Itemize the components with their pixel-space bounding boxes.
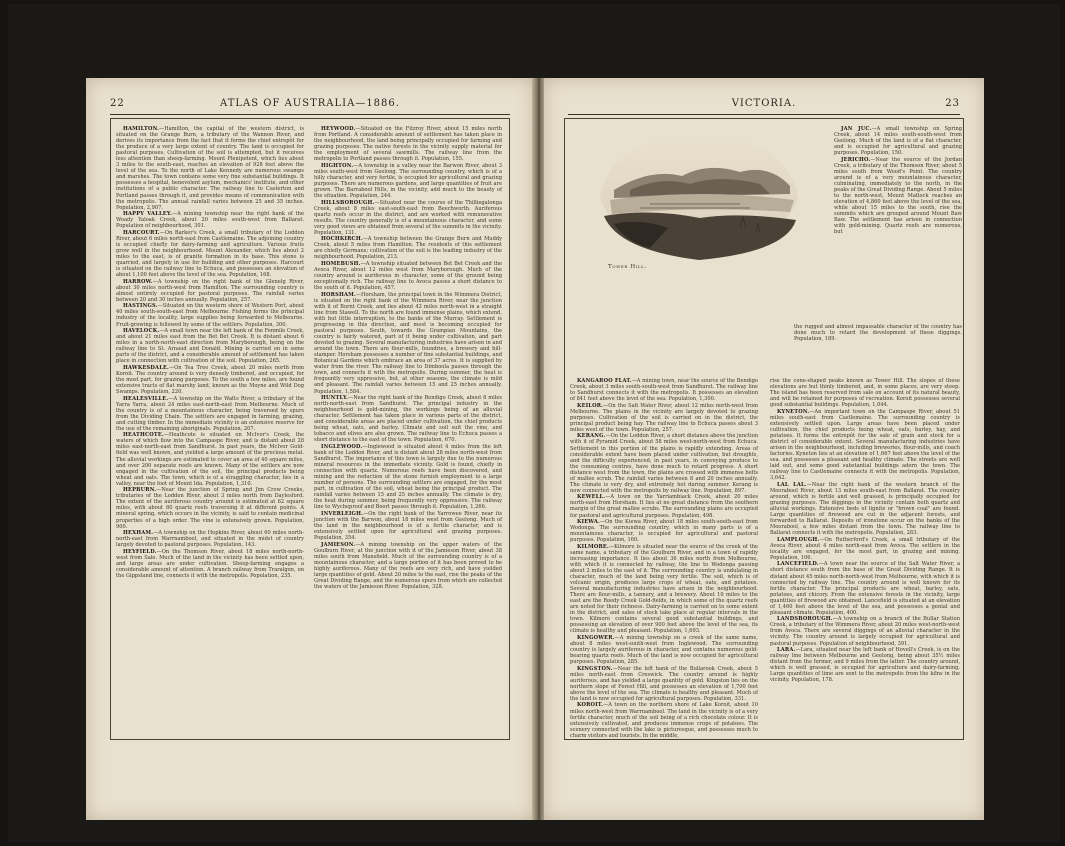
entry-description: —On Barker's Creek, a small tributary of the Loddon River, about 6 miles north-east from Castlemaine. The adjoining country is occupied chiefly for dairy-farming and agriculture. Various fruits grow well in the neighbourhood. Mount Alexander, which lies about 2 miles to the east, is of granite formation in its base. This stone is quarried, and largely in use for building and other purposes. Harcourt is situated on the railway line to Echuca, and possesses an elevation of about 1,100 feet above the level of the sea. Population, 168. — [116, 229, 304, 279]
entry-place-name: KYNETON. — [777, 408, 810, 415]
left-page-number: 22 — [110, 98, 125, 109]
tower-hill-engraving — [590, 128, 808, 268]
entry-description: —A mining township on a creek of the same name, about 8 miles west-south-west from Inglewood. The surrounding country is largely auriferous in character, and contains numerous gold-bearing quartz reefs. Much of the land is now occupied for agricultural purposes. Population, 285. — [570, 634, 758, 666]
entry-description: —A township situated between Bet Bet Creek and the Avoca River, about 12 miles west from Maryborough. Much of the country around is auriferous in character, some of the ground being exceptionally rich. The railway line to Avoca passes a short distance to the south of it. Population, 457. — [314, 261, 502, 292]
gazetteer-entry — [770, 537, 960, 561]
entry-description: —On the Thomson River, about 18 miles north-north-west from Sale. Much of the land in the vicinity has been settled upon, and large areas are under cultivation. Sheep-farming engages a considerable amount of attention. A branch railway from Traralgon, on the Gippsland line, connects it with the metropolis. Population, 235. — [116, 548, 304, 579]
gazetteer-entry — [314, 511, 502, 541]
entry-place-name: HILLSBOROUGH. — [321, 199, 375, 206]
gazetteer-entry — [116, 328, 304, 364]
gazetteer-entry — [314, 292, 502, 395]
gazetteer-entry — [770, 409, 960, 482]
wrap-continuation-text: the rugged and almost impassable character of the country has done much to retard the development of these diggings. Population, 189. — [794, 324, 962, 343]
gazetteer-entry — [770, 561, 960, 615]
entry-description: —Inglewood is situated about 4 miles from the left bank of the Loddon River, and is distant about 28 miles north-west from Sandhurst. The importance of this town is largely due to the numerous mineral resources in the immediate vicinity. Gold is found, chiefly in connection with quartz. Numerous reefs have been discovered, and mining and the reduction of the stone furnish employment to a large number of persons. The surrounding settlers are engaged, for the most part, in cultivation of the soil, wheat being the principal product. The rainfall varies between 15 and 25 inches annually. The climate is dry, the heat during summer, being frequently very oppressive. The railway line to Wycheproof and Boort passes through it. Population, 1,266. — [314, 443, 502, 511]
entry-description: —A small township on Spring Creek, about 14 miles south-south-west from Geelong. Much of the land is of a flat character, and is occupied for agricultural and grazing purposes. Population, 150. — [834, 126, 963, 157]
entry-description: —On the Loddon River, a short distance above the junction with it of Pyramid Creek, about 58 miles west-north-west from Echuca. Settlement in this portion of the plains is rapidly extending. Areas of considerable extent have been placed under cultivation, but droughts, and the difficulty experienced, in past years, in conveying produce to the consuming centres, have done much to retard progress. A short distance west from the town, the plains are crossed with immense belts of mallee scrub. The rainfall varies between 8 and 20 inches annually. The climate is very dry, and extremely hot during summer. Kerang is now connected with the metropolis by railway line. Population, 897. — [570, 433, 758, 494]
entry-place-name: HAVELOCK. — [123, 328, 160, 335]
gazetteer-entry — [314, 236, 502, 260]
entry-place-name: KEILOR. — [577, 402, 604, 409]
gazetteer-entry — [770, 616, 960, 646]
entry-description: —On Tea Tree Creek, about 20 miles north from Koroit. The country around is very densely timbered, and occupied, for the most part, for grazing purposes. To the south a few miles, are found extensive tracts of flat marshy land, known as the Moyne and Wild Dog Swamps. Population, 220. — [116, 364, 304, 396]
entry-description: —Kilmore is situated near the source of the creek of the same name, a tributary of the Goulburn River, and in a town of rapidly increasing importance. It lies about 36 miles north from Melbourne, with which it is connected by railway, the line to Wodonga passing about 2 miles to the east of it. The surrounding country is undulating in character, much of the land being very fertile. The soil, which is of volcanic origin, produces large crops of wheat, oats, and potatoes. Several manufacturing industries have arisen in the neighbourhood. There are flour-mills, a tannery, and a brewery. About 10 miles to the east are the Reedy Creek Gold-fields, in which some of the quartz reefs are noted for their richness. Dairy-farming is carried on to some extent in the district, and sales of stock take place at regular intervals in the town. Kilmore contains several good substantial buildings, and possessing an elevation of over 900 feet above the level of the sea, its climate is healthy and pleasant. Population, 1,693. — [570, 543, 758, 635]
gazetteer-entry — [116, 549, 304, 579]
entry-description: —A mining town, near the source of the Bendigo Creek, about 3 miles south-south-west from Sandhurst. The railway line to Sandhurst connects it with the metropolis. It possesses an elevation of 841 feet above the level of the sea. Population, 1,300. — [570, 378, 759, 403]
entry-place-name: KILMORE. — [577, 543, 609, 550]
gazetteer-entry — [314, 395, 502, 443]
gazetteer-entry — [116, 365, 304, 395]
entry-place-name: HOMEBUSH. — [321, 261, 361, 268]
gazetteer-entry — [116, 487, 304, 529]
entry-description: —A town on the Yarriambiack Creek, about 20 miles north-east from Horsham. It lies at no great distance from the southern margin of the great mallee scrubs. The surrounding plains are occupied for pastoral and agricultural purposes. Population, 498. — [570, 494, 758, 519]
gazetteer-entry — [570, 702, 758, 738]
entry-description: —Lara, situated near the left bank of Hovell's Creek, is on the railway line between Melbourne and Geelong, being about 35½ miles distant from the former, and 9 miles from the latter. The country around, which is well grassed, is occupied for agriculture and dairy-farming. Large quantities of lime are sent to the metropolis from the kilns in the vicinity. Population, 178. — [770, 647, 960, 684]
gazetteer-entry — [116, 303, 304, 327]
entry-place-name: LAL LAL. — [777, 481, 807, 488]
gazetteer-entry — [116, 230, 304, 278]
entry-description: —A mining township on the upper waters of the Goulburn River, at the junction with it of the Jamieson River, about 38 miles south from Mansfield. Much of the surrounding country is of a mountainous character, and a large portion of it has been proved to be highly auriferous. Many of the reefs are very rich, and have yielded large quantities of gold. About 20 miles to the east, rise the peaks of the Great Dividing Range, and the numerous spurs from which are collected the waters of the Jamieson River. Population, 328. — [314, 541, 503, 591]
entry-place-name: KOROIT. — [577, 702, 604, 709]
gazetteer-entry — [570, 519, 758, 543]
gazetteer-entry — [570, 666, 758, 702]
entry-place-name: HARCOURT. — [123, 229, 160, 236]
entry-description: —On the Salt Water River, about 12 miles north-west from Melbourne. The plains in the vicinity are largely devoted to grazing purposes. Cultivation of the soil is carried on in the district, the principal product being hay. The railway line to Echuca passes about 3 miles west of the town. Population, 257. — [570, 402, 758, 433]
left-page — [86, 78, 534, 820]
entry-description: —Near the source of the Jordan Creek, a tributary of the Thomson River, about 5 miles south from Wood's Point. The country around is of a very mountainous character, culminating, immediately to the north, in the peaks of the Great Dividing Range. About 5 miles to the north-west, Mount Matlock reaches an elevation of 4,860 feet above the level of the sea, while about 15 miles to the south, rise the summits which are grouped around Mount Baw Baw. The settlement has arisen in connection with gold-mining. Quartz reefs are numerous, but — [834, 156, 962, 236]
entry-description: —Heathcote is situated on McIvor's Creek, the waters of which flow into the Campaspe River, and is distant about 28 miles east-north-east from Sandhurst. In past years, the McIvor Gold-field was well known, and yielded a large amount of the precious metal. The alluvial workings are estimated to cover an area of 40 square miles, and over 200 separate reefs are known. Many of the settlers are now engaged in the cultivation of the soil, the principal products being wheat and oats. The town, which is of a straggling character, lies in a valley, near the foot of Mount Ida. Population, 1,310. — [116, 432, 304, 487]
right-header-rule — [568, 114, 960, 115]
entry-place-name: KIEWA. — [577, 519, 601, 526]
entry-place-name: HASTINGS. — [123, 303, 158, 310]
entry-place-name: JAN JUC. — [841, 126, 872, 132]
entry-place-name: LAMPLOUGH. — [777, 536, 820, 543]
entry-description: —A town near the source of the Salt Water River, a short distance south from the base of the Great Dividing Range. It is distant about 45 miles north-north-west from Melbourne, with which it is connected by railway line. The country around is well known for its fertile character. The principal products are wheat, barley, oats, potatoes, and chicory. From the extensive forests in the vicinity, large quantities of firewood are obtained. Lancefield is situated at an elevation of 1,460 feet above the level of the sea, and possesses a genial and pleasant climate. Population, 400. — [770, 561, 960, 616]
entry-description: rise the cone-shaped peaks known as Tower Hill. The slopes of these elevations are but thinly timbered, and, in some places, are very steep. The island has been reserved from sale on account of its natural beauty, and will be retained for purposes of recreation. Koroit possesses several good substantial buildings. Population, 1,044. — [770, 378, 960, 409]
gazetteer-entry — [570, 378, 758, 402]
gazetteer-entry — [116, 126, 304, 211]
entry-description: —Near the junction of Spring and Jim Crow Creeks, tributaries of the Loddon River, about 3 miles north from Daylesford. The extent of the auriferous country around is estimated at 62 square miles, with about 80 quartz reefs traversing it at different points. A mineral spring, which occurs in the vicinity, is said to contain medicinal properties of a high order. The vine is extensively grown. Population, 900. — [116, 487, 304, 530]
entry-place-name: HEALESVILLE. — [123, 395, 169, 402]
entry-place-name: JERICHO. — [841, 156, 871, 163]
entry-description: —On the right bank of the Yarrowee River, near its junction with the Barwon, about 18 miles west from Geelong. Much of the land in the neighbourhood is of a fertile character, and is extensively settled upon for agricultural and grazing purposes. Population, 354. — [314, 510, 502, 542]
right-wrap-column — [834, 126, 962, 322]
gazetteer-entry — [116, 279, 304, 303]
entry-description: —A small town near the left bank of the Fenmile Creek, and about 21 miles east from the Bet Bet Creek. It is distant about 6 miles in a north-north-east direction from Maryborough, being on the railway line to St. Arnaud and Donald. Mining is carried on in some parts of the district, and a considerable amount of settlement has taken place in connection with cultivation of the soil. Population, 265. — [116, 328, 304, 365]
right-column-2 — [770, 378, 960, 732]
gazetteer-entry — [570, 544, 758, 635]
entry-place-name: HEYFIELD. — [123, 548, 157, 555]
entry-place-name: INGLEWOOD. — [321, 443, 363, 450]
right-page-number: 23 — [945, 98, 960, 109]
gazetteer-entry — [116, 530, 304, 548]
gazetteer-entry — [770, 647, 960, 683]
left-column-1 — [116, 126, 304, 732]
entry-place-name: HEXHAM. — [123, 530, 154, 537]
entry-place-name: LANCEFIELD. — [777, 561, 819, 568]
gazetteer-entry — [834, 126, 962, 156]
gazetteer-entry — [570, 403, 758, 433]
gazetteer-entry — [314, 542, 502, 590]
left-running-head: ATLAS OF AUSTRALIA—1886. — [220, 98, 400, 109]
gazetteer-entry — [834, 157, 962, 236]
entry-place-name: HEPBURN. — [123, 487, 157, 494]
gazetteer-entry — [314, 163, 502, 199]
right-running-head: VICTORIA. — [731, 98, 797, 109]
entry-place-name: KEWELL. — [577, 494, 606, 501]
gazetteer-entry — [116, 211, 304, 229]
entry-place-name: HEATHCOTE. — [123, 432, 164, 439]
right-column-1 — [570, 378, 759, 739]
gazetteer-entry — [570, 433, 758, 493]
entry-place-name: HAPPY VALLEY. — [123, 211, 173, 218]
gazetteer-entry — [570, 635, 758, 665]
entry-place-name: HOCHKIRCH. — [321, 236, 363, 243]
entry-description: —A township on the right bank of the Glenelg River, about 30 miles north-west from Hamilton. The surrounding country is almost entirely occupied for pastoral purposes. The rainfall varies between 20 and 30 inches annually. Population, 257. — [116, 278, 304, 303]
entry-description: —Situated on the western shore of Western Port, about 40 miles south-south-east from Melbourne. Fishing forms the principal industry of the locality, large supplies being forwarded to Melbourne. Fruit-growing is followed by some of the settlers. Population, 300. — [116, 303, 304, 328]
entry-description: —Near the right bank of the western branch of the Moorabool River, about 13 miles south-east from Ballarat. The country around, which is fertile and well grassed, is principally occupied for grazing purposes. The diggings in the vicinity contain both quartz and alluvial workings. Extensive beds of lignite or "brown coal" are found. Large quantities of firewood are cut in the adjacent forests, and forwarded to Ballarat. Deposits of ironstone occur on the banks of the Moorabool, a few miles distant from the town. The railway line to Ballarat connects it with the metropolis. Population, 283. — [770, 481, 960, 537]
gazetteer-entry — [770, 378, 960, 408]
entry-place-name: KANGAROO FLAT. — [577, 378, 632, 384]
entry-place-name: KINGSTON. — [577, 665, 613, 672]
entry-description: —Hamilton, the capital of the western district, is situated on the Grange Burn, a tributary of the Wannon River, and derives its importance from the fact that it forms the chief entrepôt for the produce of a very large extent of country. The land is occupied for pastoral purposes. Cultivation of the soil is attempted, but it receives less attention than sheep-farming. Mount Plenipotent, which lies about 3 miles to the south-east, reaches an elevation of 928 feet above the level of the sea. To the north of Lake Kennedy are numerous swamps and marshes. The town contains some very fine substantial buildings. It possesses a hospital, benevolent asylum, mechanics' institute, and other institutions of a public character. The railway line to Casterton and Portland passes through it, and provides means of communication with the metropolis. The annual rainfall varies between 25 and 35 inches. Population, 2,907. — [116, 126, 304, 211]
entry-description: —Near the left bank of the Bullarook Creek, about 5 miles north-east from Creswick. The country around is highly auriferous, and has yielded a large quantity of gold. Kingston lies on the northern slope of Forest Hill, and possesses an elevation of 1,700 feet above the level of the sea. The climate is healthy and pleasant. Much of the land is now occupied for agricultural purposes. Population, 331. — [570, 665, 758, 702]
left-header-rule — [110, 114, 510, 115]
entry-place-name: HUNTLY. — [321, 395, 349, 402]
entry-place-name: LARA. — [777, 647, 796, 654]
gazetteer-entry — [314, 200, 502, 236]
entry-place-name: JAMIESON. — [321, 541, 356, 548]
entry-description: —A township on a branch of the Bullar Station Creek, a tributary of the Wimmera River, about 20 miles west-north-west from Avoca. There are several diggings of an alluvial character in the vicinity. The country around is largely occupied for agricultural and pastoral purposes. Population of neighbourhood, 391. — [770, 616, 960, 647]
entry-description: —Horsham, the principal town in the Wimmera District, is situated on the right bank of the Wimmera River, near the junction with it of Burnt Creek, and lies about 42 miles north-west in a straight line from Stawell. To the north are found immense plains, which extend, with but little interruption, to the banks of the Murray. Settlement is progressing in this direction, and most is becoming occupied for pastoral purposes. South, towards the Grampian Mountains, the country is fairly watered, part of it being under cultivation, and part devoted to grazing. Several manufacturing industries have arisen in and around the town. There are flour-mills, foundries, a brewery and bill-stamper. Horsham possesses a number of fine substantial buildings, and Botanical Gardens which embrace an area of 37 acres. It is supplied by water from the river. The railway line to Dimboola passes through the town, and connects it with the metropolis. During summer, the heat is frequently very oppressive, but, at other seasons, the climate is mild and pleasant. The rainfall varies between 15 and 25 inches annually. Population, 1,584. — [314, 291, 502, 395]
gazetteer-entry — [570, 494, 758, 518]
entry-description: —An important town on the Campaspe River, about 51 miles south-east from Castlemaine. The surrounding country is extensively settled upon. Large areas have been placed under cultivation, the chief products being wheat, oats, barley, hay, and potatoes. It forms the entrepôt for the sale of grain and stock for a district of considerable extent. Several manufacturing industries have arisen in the neighbourhood, including breweries, flour-mills, and coach factories. Kyneton lies at an elevation of 1,667 feet above the level of the sea, and possesses a pleasant and healthy climate. The streets are well laid out, and some good substantial buildings adorn the town. The railway line to Castlemaine connects it with the metropolis. Population, 3,642. — [770, 408, 960, 482]
entry-description: —On Rutherford's Creek, a small tributary of the Avoca River, about 4 miles north-east from Avoca. The settlers in the locality are engaged, for the most part, in grazing and mining. Population, 106. — [770, 536, 960, 561]
right-wrap-continuation — [794, 324, 962, 378]
illustration-caption: Tower Hill. — [608, 264, 647, 270]
entry-place-name: HAWKESDALE. — [123, 364, 170, 371]
gazetteer-entry — [314, 444, 502, 511]
entry-description: —A township on the Watts River, a tributary of the Yarra Yarra, about 24 miles east-north-east from Melbourne. Much of the country is of a mountainous character, being traversed by spurs from the Dividing Chain. The settlers are engaged in farming, grazing, and cutting timber. In the immediate vicinity is an extensive reserve for the use of the remaining aboriginals. Population, 207. — [116, 395, 304, 432]
gazetteer-entry — [314, 126, 502, 162]
entry-description: —On the Kiewa River, about 18 miles south-south-east from Wodonga. The surrounding country, which in many parts is of a mountainous character, is occupied for agricultural and pastoral purposes. Population, 160. — [570, 519, 758, 544]
right-page-header — [568, 98, 960, 112]
entry-description: —A town on the northern shore of Lake Koroit, about 10 miles north-west from Warrnambool. The land in the vicinity is of a very fertile character, much of the soil being of a rich chocolate colour. It is extensively cultivated, and produces immense crops of potatoes. The scenery connected with the lake is picturesque, and possesses much to charm visitors and tourists. In the middle, — [570, 702, 758, 739]
entry-place-name: HIGHTON. — [321, 162, 354, 169]
gazetteer-entry — [116, 432, 304, 486]
gazetteer-entry — [770, 482, 960, 536]
gazetteer-entry — [116, 396, 304, 432]
left-page-header — [110, 98, 510, 112]
entry-place-name: KINGOWER. — [577, 634, 615, 641]
entry-place-name: HAMILTON. — [123, 126, 160, 132]
entry-description: —Situated on the Fitzroy River, about 15 miles north from Portland. A considerable amount of settlement has taken place in the neighbourhood, the land being principally occupied for farming and grazing purposes. The native forests in the vicinity supply material for the employment of several sawmills. The railway line from the metropolis to Portland passes through it. Population, 155. — [314, 126, 502, 163]
entry-place-name: LANDSBOROUGH. — [777, 616, 833, 623]
right-page — [544, 78, 984, 820]
entry-place-name: HORSHAM. — [321, 291, 356, 298]
entry-place-name: HEYWOOD. — [321, 126, 356, 132]
gazetteer-entry — [314, 261, 502, 291]
entry-place-name: KERANG. — [577, 433, 606, 440]
entry-description: —A township on the Hopkins River, about 60 miles north-north-east from Warrnambool, and situated in the midst of country largely devoted to pastoral purposes. Population, 143. — [116, 530, 304, 549]
entry-description: —Situated near the course of the Thilliegalonga Creek, about 8 miles east-south-east from Beechworth. Auriferous quartz reefs occur in the district, and are worked with remunerative results. The country generally is of a mountainous character, and some very good views are obtained from several of the summits in the vicinity. Population, 131. — [314, 199, 502, 236]
entry-description: —A township between the Grange Burn and Muddy Creek, about 5 miles from Hamilton. The residents of this settlement are chiefly Germans; cultivation of the soil is the leading industry of the neighbourhood. Population, 213. — [314, 236, 502, 261]
entry-description: —A township in a valley near the Barwon River, about 3 miles south-west from Geelong. The surrounding country, which is of a hilly character, and very fertile, is occupied for agricultural and grazing purposes. There are numerous gardens, and large quantities of fruit are grown. The Barrabool Hills, in the vicinity, add much to the beauty of the situation. Population, 244. — [314, 162, 502, 200]
entry-place-name: HARROW. — [123, 278, 153, 285]
left-column-2 — [314, 126, 502, 732]
entry-place-name: INVERLEIGH. — [321, 510, 364, 517]
entry-description: —A mining township near the right bank of the Woady Yaloak Creek, about 20 miles south-west from Ballarat. Population of neighbourhood, 301. — [116, 211, 304, 230]
entry-description: —Near the right bank of the Bendigo Creek, about 8 miles north-north-east from Sandhurst. The principal industry in the neighbourhood is gold-mining, the workings being of an alluvial character. Settlement has taken place in various parts of the district, and considerable areas are placed under cultivation, the chief products being wheat, oats, and barley. Climate and soil suit the vine, and tobacco and olives are also grown. The railway line to Echuca passes a short distance to the east of the town. Population, 670. — [314, 395, 502, 444]
